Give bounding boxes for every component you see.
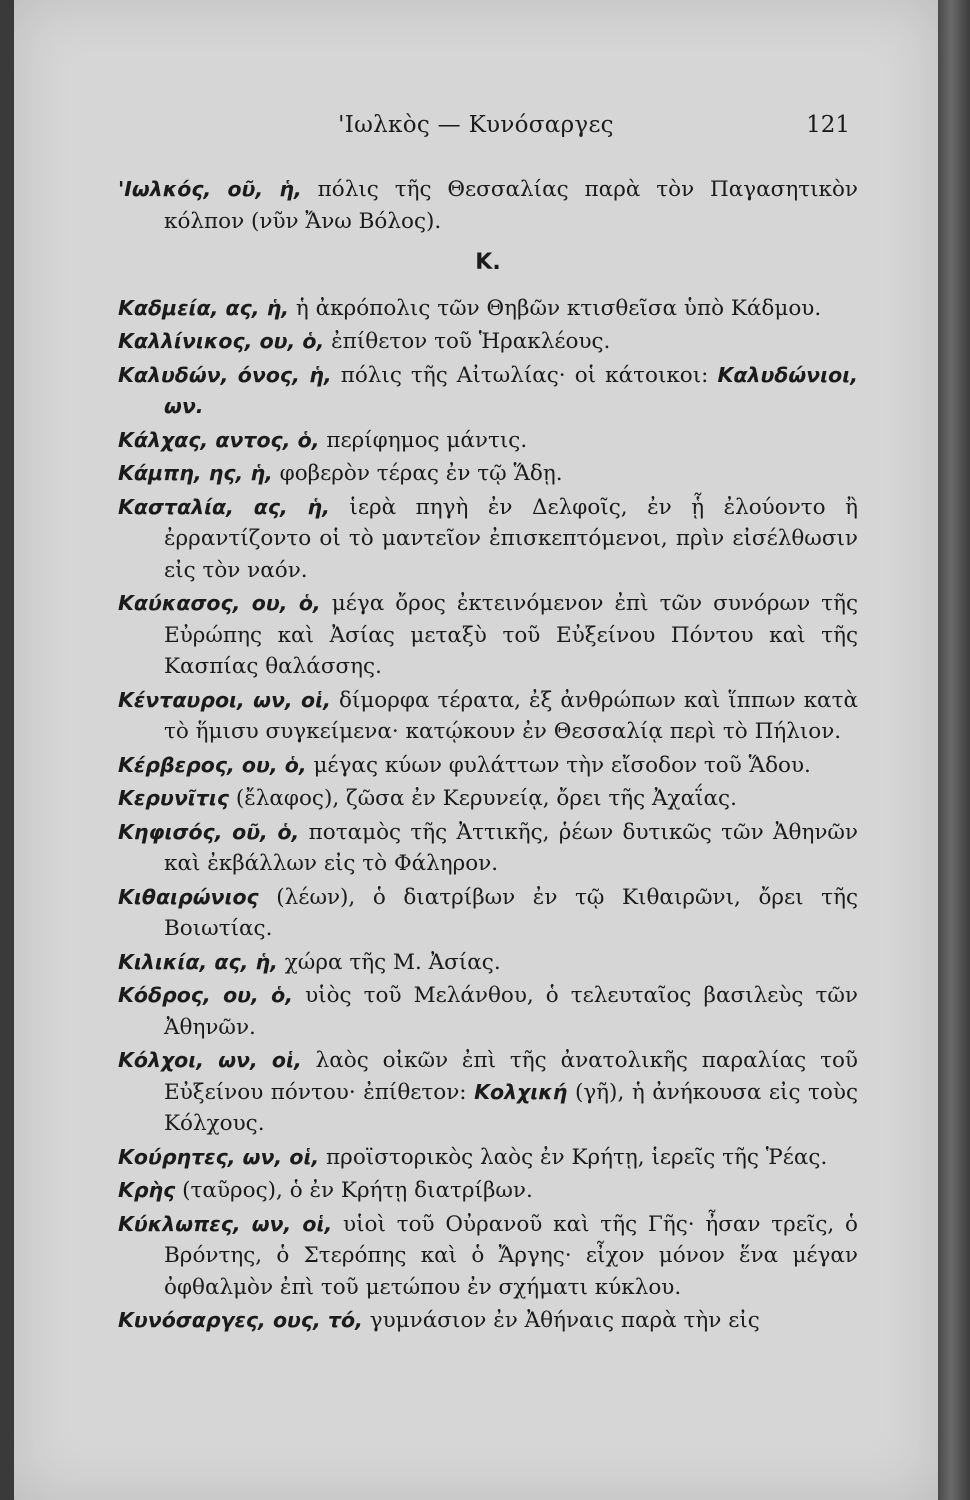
definition: ποταμὸς τῆς Ἀττικῆς, ῥέων δυτικῶς τῶν Ἀθηνῶν καὶ ἐκβάλλων εἰς τὸ Φάληρον. — [164, 819, 858, 876]
definition: μέγας κύων φυλάττων τὴν εἴσοδον τοῦ Ἅδου. — [306, 752, 811, 778]
headword: 'Ιωλκός, οῦ, ἡ, — [118, 177, 302, 201]
headword: Κρὴς — [118, 1178, 176, 1202]
dictionary-body — [118, 174, 858, 1339]
definition-cont: (γῆ), ἡ ἀνήκουσα εἰς τοὺς Κόλχους. — [164, 1079, 858, 1136]
headword: Κάμπη, ης, ἡ, — [118, 461, 273, 485]
headword-inline: Καλυδώνιοι, ων. — [164, 362, 858, 418]
section-letter: Κ. — [475, 250, 501, 275]
entry-iolkos — [118, 174, 858, 237]
entry-kallinikos — [118, 326, 858, 358]
definition: υἱὸς τοῦ Μελάνθου, ὁ τελευταῖος βασιλεὺς τῶν Ἀθηνῶν. — [164, 983, 858, 1040]
headword: Κηφισός, οῦ, ὁ, — [118, 819, 300, 844]
entry-kyklopes — [118, 1209, 858, 1304]
headword: Κασταλία, ας, ἡ, — [118, 494, 330, 519]
headword: Κόλχοι, ων, οἱ, — [118, 1048, 302, 1072]
headword: Καύκασος, ου, ὁ, — [118, 591, 321, 615]
entry-kaukasos — [118, 588, 858, 683]
headword: Κύκλωπες, ων, οἱ, — [118, 1211, 333, 1236]
page-edge — [938, 0, 970, 1500]
headword: Κέρβερος, ου, ὁ, — [118, 752, 307, 777]
entry-kastalia — [118, 492, 858, 587]
page-number: 121 — [806, 112, 850, 138]
headword: Κένταυροι, ων, οἱ, — [118, 687, 331, 712]
headword: Κιλικία, ας, ἡ, — [118, 949, 278, 974]
entry-kithaironios — [118, 882, 858, 945]
entry-kynosarges — [118, 1305, 858, 1337]
headword: Κόδρος, ου, ὁ, — [118, 983, 294, 1007]
entry-kouretes — [118, 1142, 858, 1174]
entry-kentauroi — [118, 685, 858, 748]
book-page — [14, 0, 938, 1500]
definition: γυμνάσιον ἐν Ἀθήναις παρὰ τὴν εἰς — [362, 1308, 760, 1333]
definition: λαὸς οἰκῶν ἐπὶ τῆς ἀνατολικῆς παραλίας τοῦ Εὐξείνου πόντου· ἐπίθετον: — [164, 1048, 858, 1105]
entry-kalchas — [118, 425, 858, 457]
headword: Καλυδών, όνος, ἡ, — [118, 362, 332, 387]
headword: Καδμεία, ας, ἡ, — [118, 295, 290, 320]
definition: (ταῦρος), ὁ ἐν Κρήτῃ διατρίβων. — [175, 1178, 533, 1203]
definition: φοβερὸν τέρας ἐν τῷ Ἅδῃ. — [272, 461, 563, 486]
headword: Καλλίνικος, ου, ὁ, — [118, 329, 325, 353]
running-head: 'Ιωλκὸς — Κυνόσαργες — [338, 112, 614, 138]
definition: δίμορφα τέρατα, ἐξ ἀνθρώπων καὶ ἵππων κατὰ τὸ ἥμισυ συγκείμενα· κατῴκουν ἐν Θεσσαλίᾳ περὶ τὸ Πήλιον. — [164, 687, 858, 744]
definition: περίφημος μάντις. — [319, 427, 528, 453]
definition: πόλις τῆς Θεσσαλίας παρὰ τὸν Παγασητικὸν κόλπον (νῦν Ἄνω Βόλος). — [164, 177, 859, 234]
book-spine-shadow — [0, 0, 14, 1500]
definition: ἐπίθετον τοῦ Ἡρακλέους. — [324, 329, 611, 354]
definition: ἡ ἀκρόπολις τῶν Θηβῶν κτισθεῖσα ὑπὸ Κάδμου. — [289, 295, 822, 321]
definition: προϊστορικὸς λαὸς ἐν Κρήτῃ, ἱερεῖς τῆς Ῥέας. — [319, 1144, 828, 1170]
entry-kadmeia — [118, 293, 858, 325]
entry-kolchoi — [118, 1045, 858, 1140]
entry-kodros — [118, 980, 858, 1043]
entry-kampe — [118, 458, 858, 490]
entry-kres — [118, 1175, 858, 1207]
entry-kerberos — [118, 750, 858, 782]
definition: ἱερὰ πηγὴ ἐν Δελφοῖς, ἐν ᾗ ἐλούοντο ἢ ἐρραντίζοντο οἱ τὸ μαντεῖον ἐπισκεπτόμενοι, πρὶν εἰσέλθωσιν εἰς τὸν ναόν. — [164, 494, 858, 583]
entry-kerynitis — [118, 783, 858, 815]
definition: υἱοὶ τοῦ Οὐρανοῦ καὶ τῆς Γῆς· ἦσαν τρεῖς, ὁ Βρόντης, ὁ Στερόπης καὶ ὁ Ἄργης· εἶχον μόνον ἕνα μέγαν ὀφθαλμὸν ἐπὶ τοῦ μετώπου ἐν σχήματι κύκλου. — [164, 1211, 858, 1300]
definition: μέγα ὄρος ἐκτεινόμενον ἐπὶ τῶν συνόρων τῆς Εὐρώπης καὶ Ἀσίας μεταξὺ τοῦ Εὐξείνου Πόντου καὶ τῆς Κασπίας θαλάσσης. — [164, 591, 859, 679]
entry-kalydon — [118, 360, 858, 423]
headword: Κιθαιρώνιος — [118, 884, 259, 909]
headword: Κερυνῖτις — [118, 786, 229, 810]
entry-kephisos — [118, 817, 858, 880]
headword: Κάλχας, αντος, ὁ, — [118, 427, 320, 452]
page-header — [14, 112, 938, 146]
definition: (ἔλαφος), ζῶσα ἐν Κερυνείᾳ, ὄρει τῆς Ἀχαΐας. — [229, 786, 737, 811]
definition: πόλις τῆς Αἰτωλίας· οἱ κάτοικοι: — [331, 362, 718, 388]
headword: Κυνόσαργες, ους, τό, — [118, 1308, 363, 1332]
definition: (λέων), ὁ διατρίβων ἐν τῷ Κιθαιρῶνι, ὄρει τῆς Βοιωτίας. — [164, 884, 858, 941]
entry-kilikia — [118, 947, 858, 979]
headword: Κούρητες, ων, οἱ, — [118, 1144, 320, 1169]
definition: χώρα τῆς Μ. Ἀσίας. — [277, 949, 501, 975]
headword-inline: Κολχική — [474, 1079, 568, 1104]
